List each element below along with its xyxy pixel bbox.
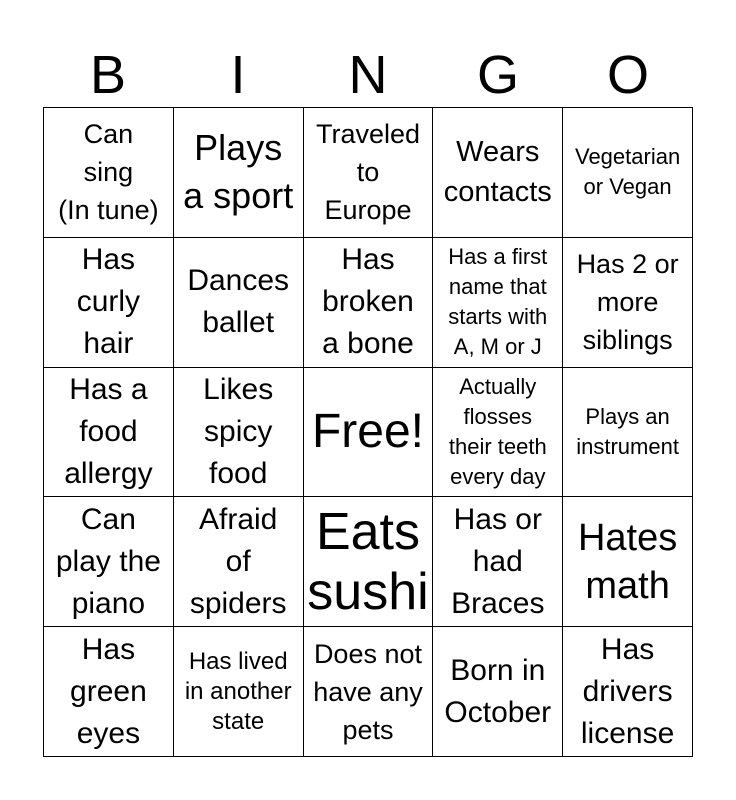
bingo-cell[interactable]: Actually flosses their teeth every day <box>433 368 563 498</box>
header-letter-i: I <box>230 45 246 105</box>
bingo-cell[interactable]: Plays a sport <box>174 108 304 238</box>
bingo-cell[interactable]: Has or had Braces <box>433 497 563 627</box>
bingo-cell[interactable]: Has green eyes <box>44 627 174 757</box>
bingo-cell[interactable]: Born in October <box>433 627 563 757</box>
bingo-cell[interactable]: Plays an instrument <box>563 368 693 498</box>
bingo-cell[interactable]: Afraid of spiders <box>174 497 304 627</box>
bingo-cell[interactable]: Has a first name that starts with A, M or J <box>433 238 563 368</box>
bingo-cell[interactable]: Can play the piano <box>44 497 174 627</box>
bingo-cell[interactable]: Can sing (In tune) <box>44 108 174 238</box>
bingo-cell[interactable]: Has drivers license <box>563 627 693 757</box>
free-space-cell[interactable]: Free! <box>304 368 434 498</box>
bingo-header <box>43 45 693 105</box>
header-letter-n: N <box>348 45 388 105</box>
header-letter-o: O <box>606 45 649 105</box>
bingo-cell[interactable]: Has 2 or more siblings <box>563 238 693 368</box>
bingo-cell[interactable]: Eats sushi <box>304 497 434 627</box>
bingo-cell[interactable]: Has lived in another state <box>174 627 304 757</box>
bingo-cell[interactable]: Has a food allergy <box>44 368 174 498</box>
bingo-cell[interactable]: Wears contacts <box>433 108 563 238</box>
bingo-cell[interactable]: Does not have any pets <box>304 627 434 757</box>
bingo-cell[interactable]: Vegetarian or Vegan <box>563 108 693 238</box>
bingo-cell[interactable]: Traveled to Europe <box>304 108 434 238</box>
bingo-board <box>43 107 693 757</box>
bingo-cell[interactable]: Has curly hair <box>44 238 174 368</box>
bingo-cell[interactable]: Hates math <box>563 497 693 627</box>
bingo-cell[interactable]: Dances ballet <box>174 238 304 368</box>
header-letter-g: G <box>476 45 519 105</box>
header-letter-b: B <box>89 45 127 105</box>
bingo-cell[interactable]: Likes spicy food <box>174 368 304 498</box>
bingo-cell[interactable]: Has broken a bone <box>304 238 434 368</box>
